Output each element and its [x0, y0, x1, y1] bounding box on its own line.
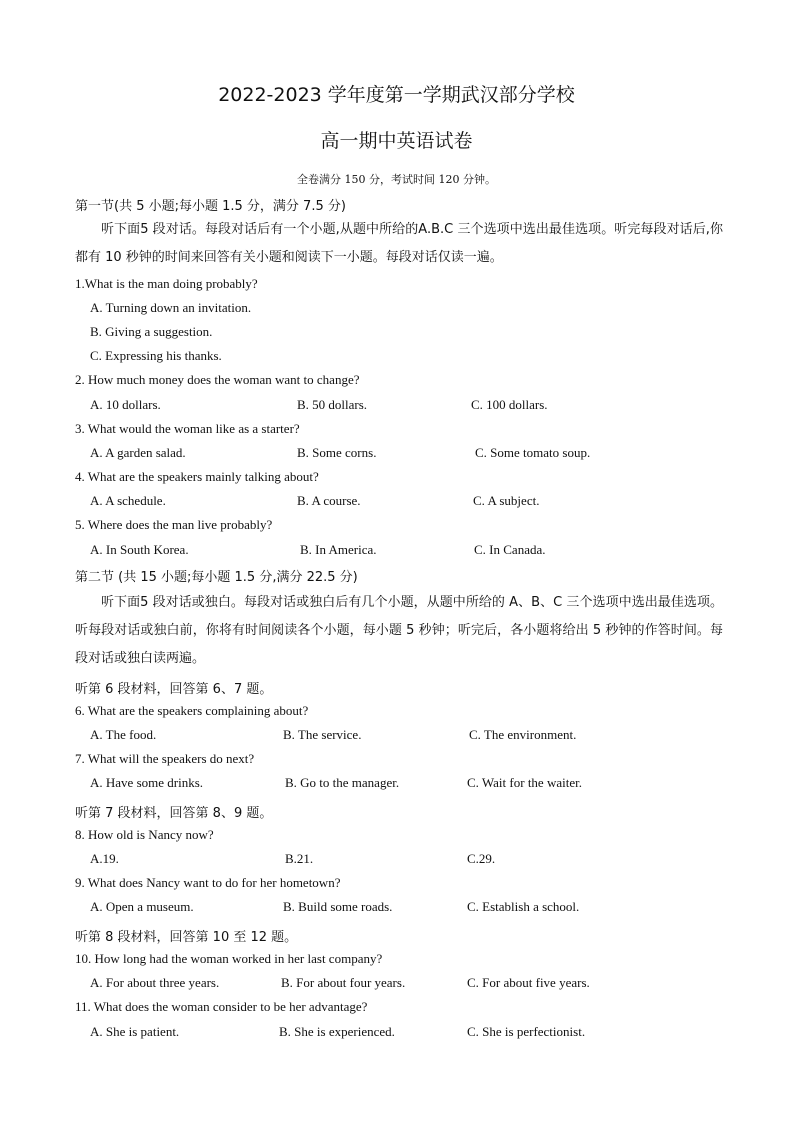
question-8-option-a: A.19.	[90, 851, 119, 866]
section1-instructions: 听下面5 段对话。每段对话后有一个小题,从题中所给的A.B.C 三个选项中选出最佳选项。听完每段对话后,你都有 10 秒钟的时间来回答有关小题和阅读下一小题。每段对话仅读一遍。	[75, 222, 723, 265]
question-9-stem: 9. What does Nancy want to do for her hometown?	[75, 875, 341, 890]
question-2-option-a: A. 10 dollars.	[90, 397, 161, 412]
question-3-option-b: B. Some corns.	[297, 445, 377, 460]
material-note-6: 听第 6 段材料，回答第 6、7 题。	[75, 682, 273, 697]
question-9-option-c: C. Establish a school.	[467, 899, 580, 914]
question-6-stem: 6. What are the speakers complaining about?	[75, 703, 309, 718]
question-7-option-b: B. Go to the manager.	[285, 775, 400, 790]
section2-instructions: 听下面5 段对话或独白。每段对话或独白后有几个小题，从题中所给的 A、B、C 三个选项中选出最佳选项。听每段对话或独白前，你将有时间阅读各个小题，每小题 5 秒钟；听完后，各小题将给出 5 秒钟的作答时间。每段对话或独白读两遍。	[75, 595, 723, 666]
question-4-stem: 4. What are the speakers mainly talking about?	[75, 469, 319, 484]
question-3-option-a: A. A garden salad.	[90, 445, 186, 460]
question-6-option-b: B. The service.	[283, 727, 362, 742]
section1-heading: 第一节(共 5 小题;每小题 1.5 分，满分 7.5 分)	[75, 199, 346, 214]
question-6-option-c: C. The environment.	[469, 727, 577, 742]
question-2-option-c: C. 100 dollars.	[471, 397, 548, 412]
question-1-option-b: B. Giving a suggestion.	[90, 324, 213, 339]
question-11-stem: 11. What does the woman consider to be her advantage?	[75, 999, 368, 1014]
section2-heading: 第二节 (共 15 小题;每小题 1.5 分,满分 22.5 分)	[75, 570, 358, 585]
question-3-stem: 3. What would the woman like as a starter?	[75, 421, 300, 436]
question-7-stem: 7. What will the speakers do next?	[75, 751, 255, 766]
question-5-option-c: C. In Canada.	[474, 542, 546, 557]
question-8-option-b: B.21.	[285, 851, 314, 866]
question-10-option-b: B. For about four years.	[281, 975, 406, 990]
exam-title-line2: 高一期中英语试卷	[320, 130, 473, 152]
question-1-stem: 1.What is the man doing probably?	[75, 276, 258, 291]
material-note-8: 听第 8 段材料，回答第 10 至 12 题。	[75, 930, 298, 945]
question-9-option-b: B. Build some roads.	[283, 899, 393, 914]
exam-note: 全卷满分 150 分，考试时间 120 分钟。	[297, 173, 496, 186]
question-2-option-b: B. 50 dollars.	[297, 397, 368, 412]
question-9-option-a: A. Open a museum.	[90, 899, 194, 914]
question-11-option-b: B. She is experienced.	[279, 1024, 395, 1039]
question-7-option-a: A. Have some drinks.	[90, 775, 204, 790]
question-2-stem: 2. How much money does the woman want to change?	[75, 372, 360, 387]
question-3-option-c: C. Some tomato soup.	[475, 445, 591, 460]
question-11-option-a: A. She is patient.	[90, 1024, 180, 1039]
question-10-stem: 10. How long had the woman worked in her last company?	[75, 951, 383, 966]
question-6-option-a: A. The food.	[90, 727, 157, 742]
question-5-stem: 5. Where does the man live probably?	[75, 517, 273, 532]
question-8-option-c: C.29.	[467, 851, 496, 866]
exam-title-line1: 2022-2023 学年度第一学期武汉部分学校	[218, 84, 575, 106]
question-1-option-a: A. Turning down an invitation.	[90, 300, 252, 315]
question-11-option-c: C. She is perfectionist.	[467, 1024, 586, 1039]
question-4-option-c: C. A subject.	[473, 493, 540, 508]
question-1-option-c: C. Expressing his thanks.	[90, 348, 222, 363]
question-4-option-b: B. A course.	[297, 493, 361, 508]
question-10-option-a: A. For about three years.	[90, 975, 220, 990]
question-7-option-c: C. Wait for the waiter.	[467, 775, 582, 790]
question-10-option-c: C. For about five years.	[467, 975, 590, 990]
question-5-option-a: A. In South Korea.	[90, 542, 189, 557]
material-note-7: 听第 7 段材料，回答第 8、9 题。	[75, 806, 273, 821]
question-4-option-a: A. A schedule.	[90, 493, 166, 508]
question-8-stem: 8. How old is Nancy now?	[75, 827, 214, 842]
question-5-option-b: B. In America.	[300, 542, 377, 557]
